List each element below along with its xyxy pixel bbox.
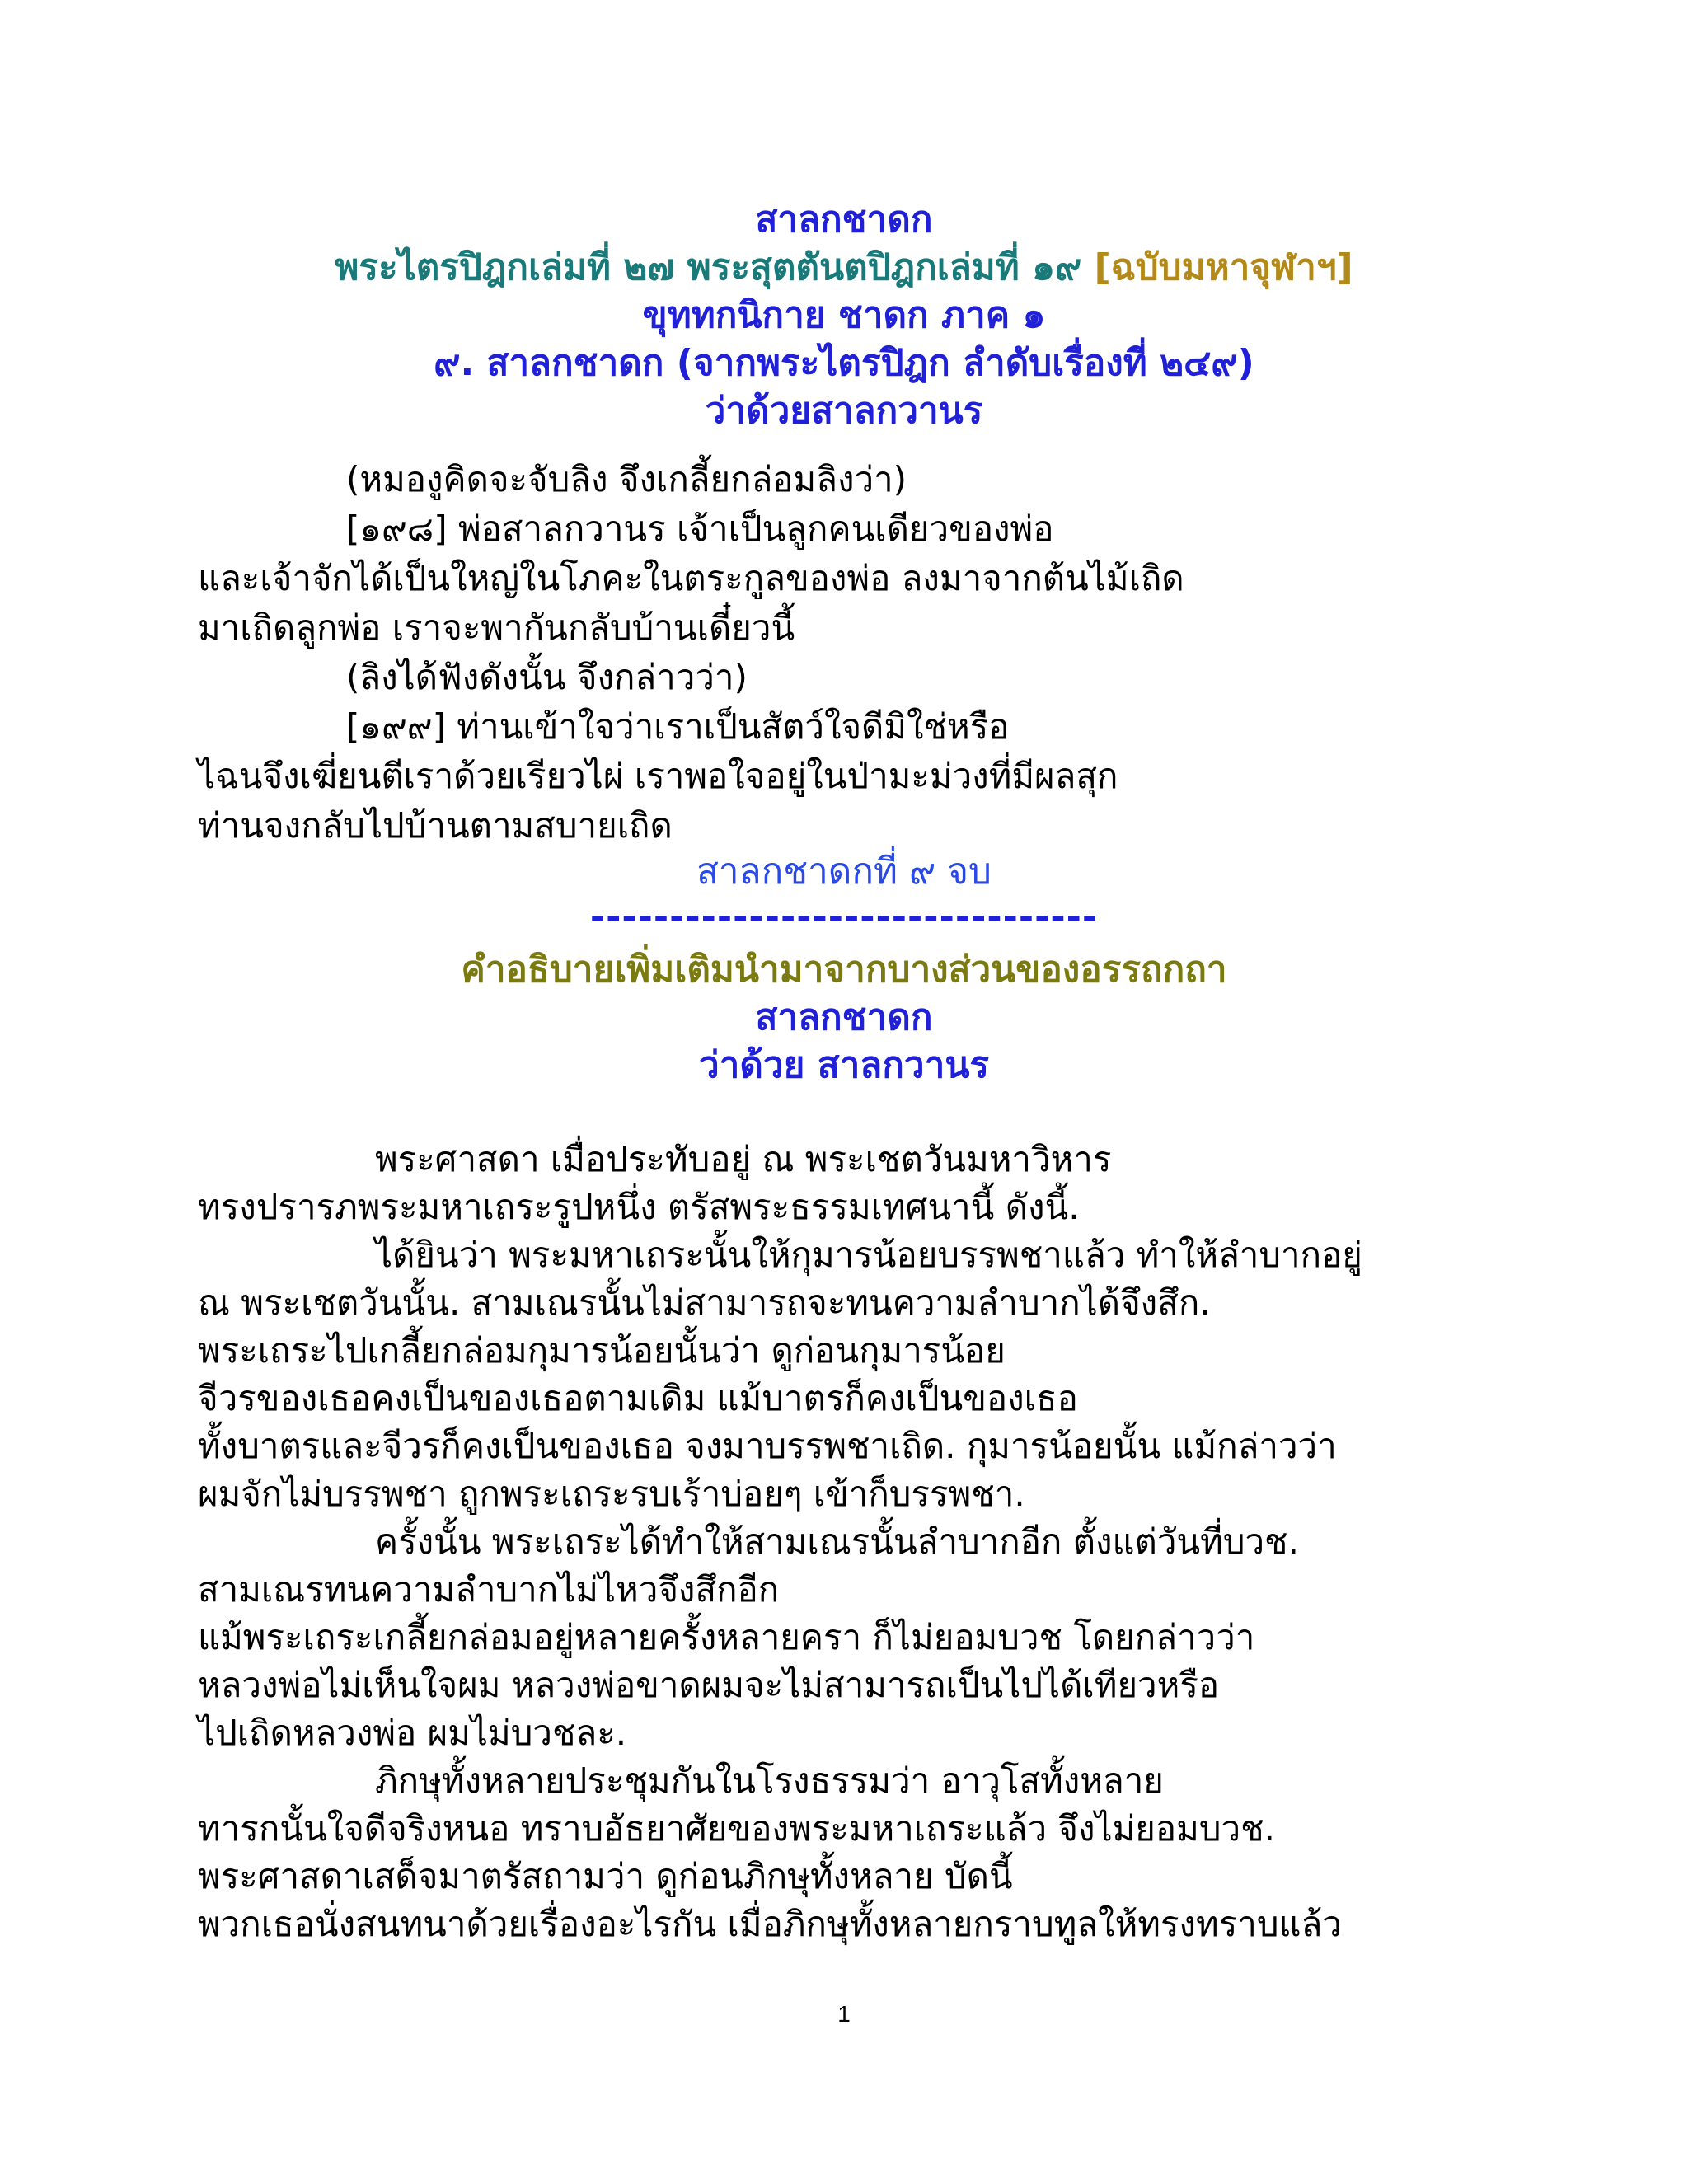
edition-label: [ฉบับมหาจุฬาฯ]: [1094, 246, 1353, 288]
body-line: ทั้งบาตรและจีวรก็คงเป็นของเธอ จงมาบรรพชาเถิด. กุมารน้อยนั้น แม้กล่าวว่า: [198, 1426, 1337, 1466]
verse-line: มาเถิดลูกพ่อ เราจะพากันกลับบ้านเดี๋ยวนี้: [198, 607, 795, 648]
body-line: จีวรของเธอคงเป็นของเธอตามเดิม แม้บาตรก็คงเป็นของเธอ: [198, 1378, 1078, 1418]
verse-line: [๑๙๙] ท่านเข้าใจว่าเราเป็นสัตว์ใจดีมิใช่หรือ: [346, 706, 1010, 747]
body-line: ภิกษุทั้งหลายประชุมกันในโรงธรรมว่า อาวุโสทั้งหลาย: [375, 1760, 1164, 1801]
section-heading: ขุททกนิกาย ชาดก ภาค ๑: [642, 294, 1046, 336]
section-divider: --------------------------------: [589, 896, 1099, 938]
commentary-title: คำอธิบายเพิ่มเติมนำมาจากบางส่วนของอรรถกถา: [461, 949, 1227, 991]
body-line: พวกเธอนั่งสนทนาด้วยเรื่องอะไรกัน เมื่อภิกษุทั้งหลายกราบทูลให้ทรงทราบแล้ว: [198, 1904, 1342, 1944]
story-heading: ๙. สาลกชาดก (จากพระไตรปิฎก ลำดับเรื่องที่ ๒๔๙): [434, 342, 1254, 384]
page-number: 1: [837, 2001, 851, 2027]
story-ending: [0, 847, 1688, 938]
body-line: ได้ยินว่า พระมหาเถระนั้นให้กุมารน้อยบรรพชาแล้ว ทำให้ลำบากอยู่: [375, 1235, 1362, 1275]
body-line: ผมจักไม่บรรพชา ถูกพระเถระรบเร้าบ่อยๆ เข้าก็บรรพชา.: [198, 1474, 1025, 1514]
commentary-story-title: สาลกชาดก: [755, 996, 933, 1038]
end-marker: สาลกชาดกที่ ๙ จบ: [696, 851, 992, 893]
story-subject: ว่าด้วยสาลกวานร: [705, 390, 983, 432]
commentary-header: [0, 946, 1688, 1090]
verse-line: [๑๙๘] พ่อสาลกวานร เจ้าเป็นลูกคนเดียวของพ่อ: [346, 509, 1054, 549]
commentary-subject: ว่าด้วย สาลกวานร: [698, 1044, 990, 1086]
body-line: ณ พระเชตวันนั้น. สามเณรนั้นไม่สามารถจะทนความลำบากได้จึงสึก.: [198, 1282, 1211, 1323]
body-line: พระศาสดาเสด็จมาตรัสถามว่า ดูก่อนภิกษุทั้งหลาย บัดนี้: [198, 1856, 1013, 1896]
body-line: ไปเถิดหลวงพ่อ ผมไม่บวชละ.: [198, 1713, 627, 1753]
body-line: พระศาสดา เมื่อประทับอยู่ ณ พระเชตวันมหาวิหาร: [375, 1139, 1112, 1179]
tripitaka-reference: [0, 244, 1688, 292]
tripitaka-volume: พระไตรปิฎกเล่มที่ ๒๗ พระสุตตันตปิฎกเล่มที่ ๑๙: [335, 246, 1082, 288]
verse-section: [198, 455, 1517, 851]
body-line: แม้พระเถระเกลี้ยกล่อมอยู่หลายครั้งหลายครา ก็ไม่ยอมบวช โดยกล่าวว่า: [198, 1617, 1255, 1657]
verse-line: (หมองูคิดจะจับลิง จึงเกลี้ยกล่อมลิงว่า): [346, 459, 907, 499]
verse-line: และเจ้าจักได้เป็นใหญ่ในโภคะในตระกูลของพ่อ ลงมาจากต้นไม้เถิด: [198, 558, 1184, 598]
verse-line: (ลิงได้ฟังดังนั้น จึงกล่าวว่า): [346, 657, 748, 697]
commentary-body: [198, 1136, 1517, 1948]
verse-line: ไฉนจึงเฆี่ยนตีเราด้วยเรียวไผ่ เราพอใจอยู่ในป่ามะม่วงที่มีผลสุก: [198, 756, 1118, 796]
page-title: สาลกชาดก: [755, 199, 933, 241]
body-line: ทารกนั้นใจดีจริงหนอ ทราบอัธยาศัยของพระมหาเถระแล้ว จึงไม่ยอมบวช.: [198, 1808, 1275, 1849]
body-line: ครั้งนั้น พระเถระได้ทำให้สามเณรนั้นลำบากอีก ตั้งแต่วันที่บวช.: [375, 1521, 1299, 1562]
verse-line: ท่านจงกลับไปบ้านตามสบายเถิด: [198, 805, 673, 846]
body-line: สามเณรทนความลำบากไม่ไหวจึงสึกอีก: [198, 1569, 780, 1610]
body-line: ทรงปรารภพระมหาเถระรูปหนึ่ง ตรัสพระธรรมเทศนานี้ ดังนี้.: [198, 1187, 1080, 1227]
document-header: [0, 196, 1688, 435]
body-line: หลวงพ่อไม่เห็นใจผม หลวงพ่อขาดผมจะไม่สามารถเป็นไปได้เทียวหรือ: [198, 1665, 1220, 1705]
body-line: พระเถระไปเกลี้ยกล่อมกุมารน้อยนั้นว่า ดูก่อนกุมารน้อย: [198, 1330, 1006, 1371]
